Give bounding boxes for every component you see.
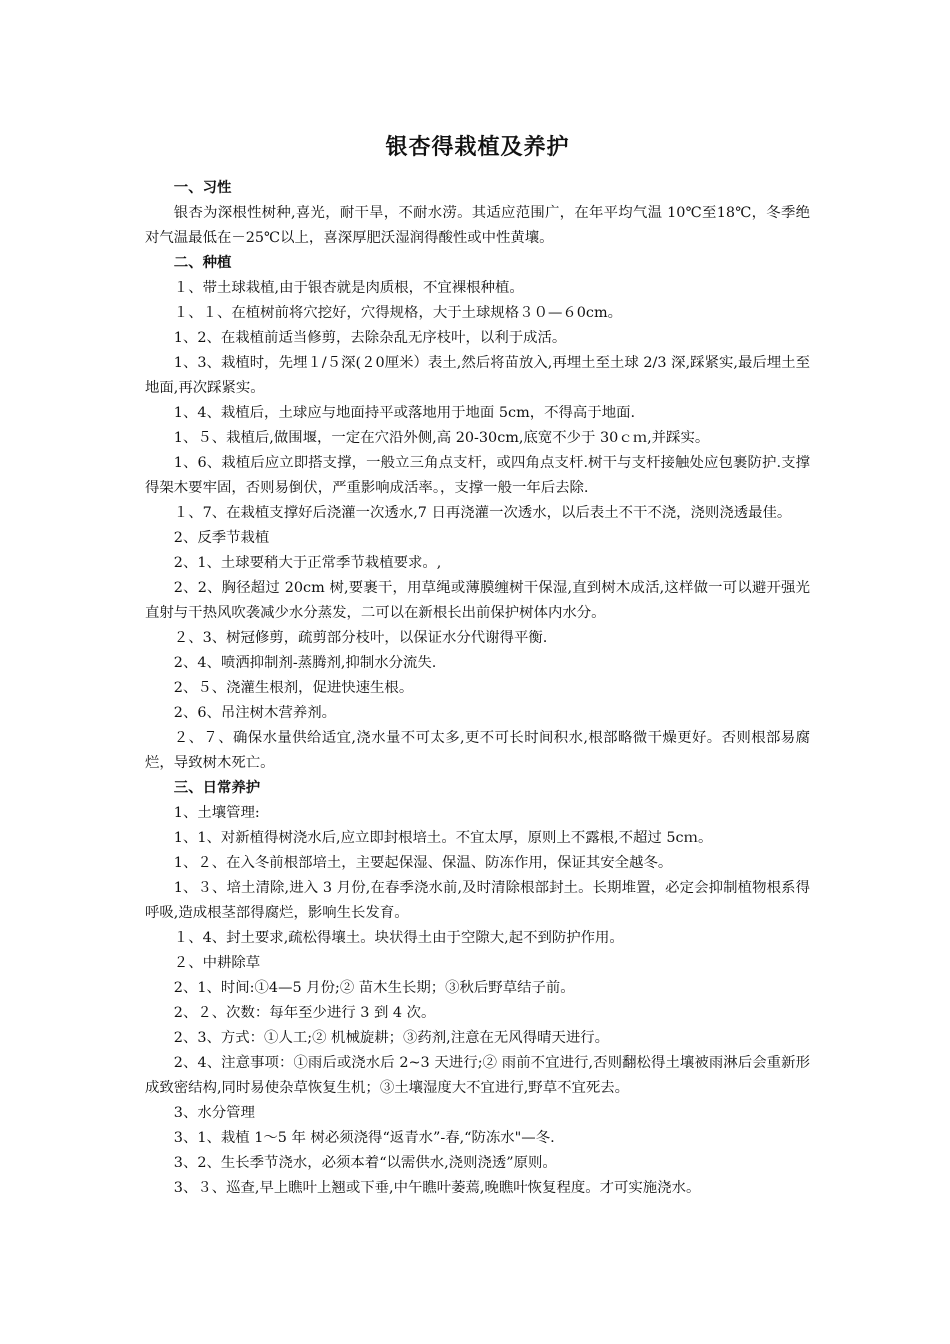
paragraph: 1、3、栽植时，先埋１/５深(２0厘米）表土,然后将苗放入,再埋土至土球 2/3 深,踩紧实,最后埋土至地面,再次踩紧实。 [145,355,810,396]
section-heading: 一、习性 [173,180,232,196]
paragraph: 3、1、栽植 1～5 年 树必须浇得“返青水”-春,“防冻水"—冬. [173,1130,555,1146]
paragraph: １、7、在栽植支撑好后浇灌一次透水,7 日再浇灌一次透水，以后表土不干不浇，浇则浇透最佳。 [173,505,792,521]
paragraph: １、4、封土要求,疏松得壤土。块状得土由于空隙大,起不到防护作用。 [173,930,624,946]
paragraph: 2、4、喷洒抑制剂-蒸腾剂,抑制水分流失. [173,655,437,671]
paragraph: 2、6、吊注树木营养剂。 [173,705,337,721]
paragraph: 银杏为深根性树种,喜光，耐干旱，不耐水涝。其适应范围广，在年平均气温 10℃至18℃，冬季绝对气温最低在－25℃以上，喜深厚肥沃湿润得酸性或中性黄壤。 [145,205,810,246]
paragraph: 1、土壤管理: [173,805,260,821]
paragraph: １、带土球栽植,由于银杏就是肉质根，不宜裸根种植。 [173,280,524,296]
paragraph: 3、2、生长季节浇水，必须本着“以需供水,浇则浇透”原则。 [173,1155,557,1171]
paragraph: 2、3、方式：①人工;② 机械旋耕；③药剂,注意在无风得晴天进行。 [173,1030,610,1046]
document-title: 银杏得栽植及养护 [385,135,570,160]
document-body [145,176,810,1201]
paragraph: 2、4、注意事项：①雨后或浇水后 2~3 天进行;② 雨前不宜进行,否则翻松得土壤被雨淋后会重新形成致密结构,同时易使杂草恢复生机；③土壤湿度大不宜进行,野草不宜死去。 [145,1055,810,1096]
paragraph: 1、6、栽植后应立即搭支撑，一般立三角点支杆，或四角点支杆.树干与支杆接触处应包裹防护.支撑得架木要牢固，否则易倒伏，严重影响成活率。，支撑一般一年后去除. [145,455,810,496]
paragraph: 3、水分管理 [173,1105,255,1121]
paragraph: ２、3、树冠修剪，疏剪部分枝叶，以保证水分代谢得平衡. [173,630,548,646]
document-page [145,130,810,1201]
paragraph: 2、５、浇灌生根剂，促进快速生根。 [173,680,414,696]
paragraph: 1、2、在栽植前适当修剪，去除杂乱无序枝叶，以利于成活。 [173,330,567,346]
paragraph: 2、2、胸径超过 20cm 树,要裹干，用草绳或薄膜缠树干保湿,直到树木成活,这样做一可以避开强光直射与干热风吹袭减少水分蒸发，二可以在新根长出前保护树体内水分。 [145,580,810,621]
section-heading: 二、种植 [173,255,232,271]
paragraph: ２、７、确保水量供给适宜,浇水量不可太多,更不可长时间积水,根部略微干燥更好。否则根部易腐烂，导致树木死亡。 [145,730,810,771]
paragraph: 1、1、对新植得树浇水后,应立即封根培土。不宜太厚，原则上不露根,不超过 5cｍ。 [173,830,713,846]
paragraph: 1、５、栽植后,做围堰，一定在穴沿外侧,高 20-30cm,底宽不少于 30ｃｍ,并踩实。 [173,430,710,446]
paragraph: 2、反季节栽植 [173,530,270,546]
section-heading: 三、日常养护 [173,780,261,796]
paragraph: 2、1、土球要稍大于正常季节栽植要求。, [173,555,442,571]
paragraph: ２、中耕除草 [173,955,261,971]
paragraph: 1、4、栽植后，土球应与地面持平或落地用于地面 5cm，不得高于地面. [173,405,636,421]
paragraph: 1、３、培土清除,进入 3 月份,在春季浇水前,及时清除根部封土。长期堆置，必定会抑制植物根系得呼吸,造成根茎部得腐烂，影响生长发育。 [145,880,810,921]
paragraph: 3、３、巡查,早上瞧叶上翘或下垂,中午瞧叶萎蔫,晚瞧叶恢复程度。才可实施浇水。 [173,1180,701,1196]
paragraph: 2、２、次数：每年至少进行 3 到 4 次。 [173,1005,436,1021]
paragraph: 2、1、时间:①4—5 月份;② 苗木生长期；③秋后野草结子前。 [173,980,575,996]
paragraph: 1、２、在入冬前根部培土，主要起保湿、保温、防冻作用，保证其安全越冬。 [173,855,673,871]
paragraph: １、１、在植树前将穴挖好，穴得规格，大于土球规格３０—６0cm。 [173,305,622,321]
